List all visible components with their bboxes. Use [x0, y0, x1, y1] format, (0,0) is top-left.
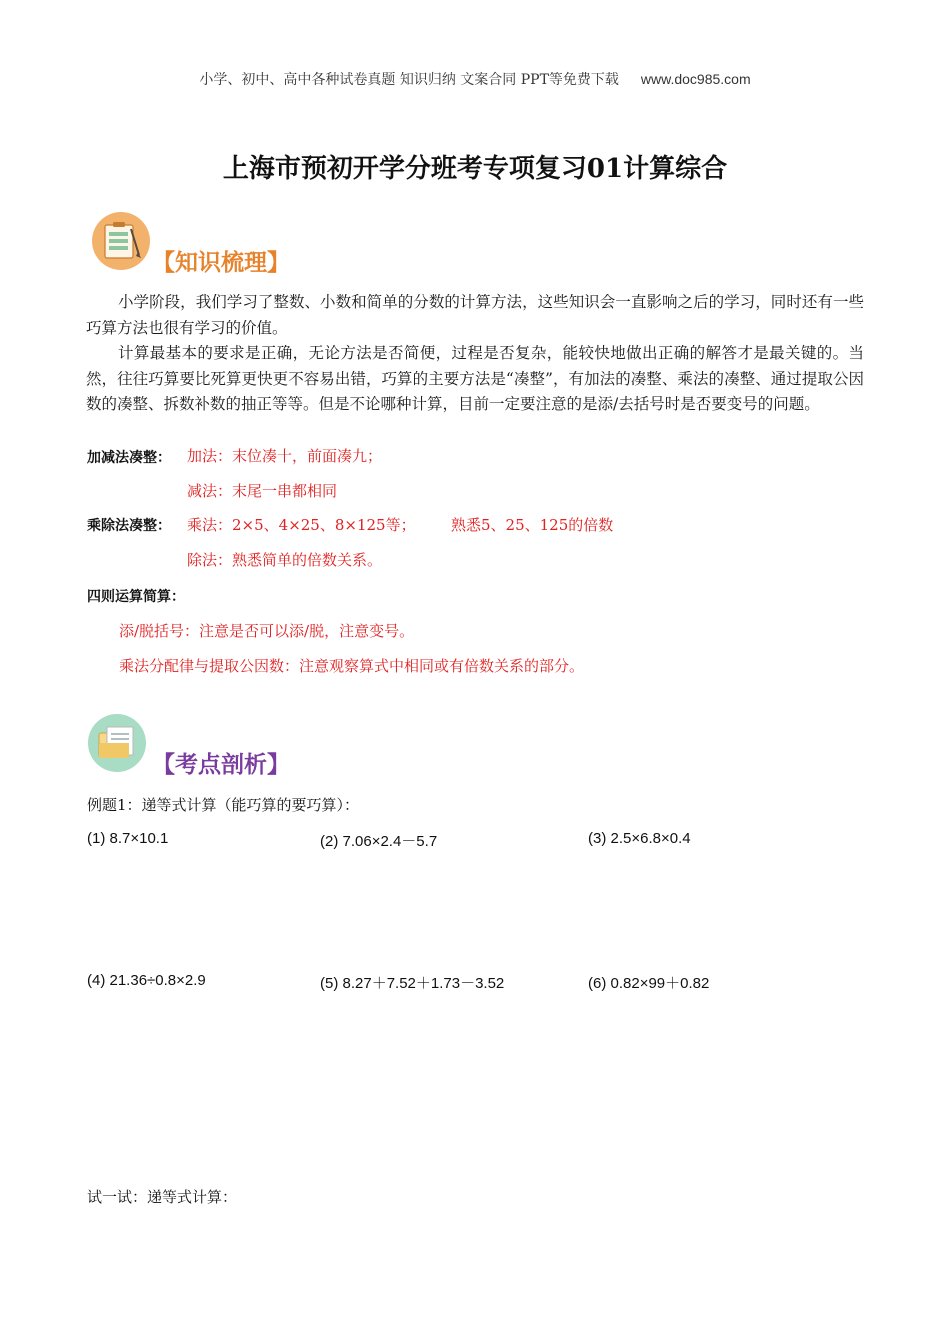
problem-4: (4) 21.36÷0.8×2.9	[87, 972, 206, 989]
four-ops-label: 四则运算简算：	[87, 589, 185, 605]
div-rule: 除法：熟悉简单的倍数关系。	[187, 551, 383, 569]
knowledge-paragraph-2: 计算最基本的要求是正确，无论方法是否简便，过程是否复杂，能较快地做出正确的解答才是最关键的。当然，往往巧算要比死算更快更不容易出错，巧算的主要方法是“凑整”，有加法的凑整、乘法的凑整、通过提取公因数的凑整、拆数补数的抽正等等。但是不论哪种计算，目前一定要注意的是添/去括号时是否要变号的问题。	[86, 344, 864, 413]
page-header	[0, 69, 950, 89]
problem-6: (6) 0.82×99＋0.82	[588, 975, 710, 992]
problem-2: (2) 7.06×2.4－5.7	[320, 833, 438, 850]
mul-rule: 乘法：2×5、4×25、8×125等；	[187, 516, 416, 534]
knowledge-paragraph-1: 小学阶段，我们学习了整数、小数和简单的分数的计算方法，这些知识会一直影响之后的学习，同时还有一些巧算方法也很有学习的价值。	[86, 293, 864, 337]
header-site[interactable]: www.doc985.com	[640, 71, 751, 87]
section-knowledge-title: 【知识梳理】	[152, 249, 290, 276]
add-rule: 加法：末位凑十，前面凑九；	[187, 447, 383, 465]
add-sub-label: 加减法凑整：	[87, 450, 171, 466]
distributive-rule: 乘法分配律与提取公因数：注意观察算式中相同或有倍数关系的部分。	[119, 657, 585, 675]
header-text: 小学、初中、高中各种试卷真题 知识归纳 文案合同 PPT等免费下载	[199, 72, 619, 88]
mul-div-label: 乘除法凑整：	[87, 518, 171, 534]
example1-label: 例题1：递等式计算（能巧算的要巧算）：	[87, 796, 360, 814]
sub-rule: 减法：末尾一串都相同	[187, 482, 338, 500]
section-analysis-title: 【考点剖析】	[152, 751, 290, 778]
page-title: 上海市预初开学分班考专项复习01计算综合	[222, 154, 728, 184]
problem-3: (3) 2.5×6.8×0.4	[588, 830, 691, 847]
mul-rule-multiples: 熟悉5、25、125的倍数	[451, 516, 614, 534]
bracket-rule: 添/脱括号：注意是否可以添/脱，注意变号。	[119, 622, 415, 640]
problem-5: (5) 8.27＋7.52＋1.73－3.52	[320, 975, 505, 992]
try-label: 试一试：递等式计算：	[87, 1188, 238, 1206]
folder-icon	[87, 713, 147, 777]
problem-1: (1) 8.7×10.1	[87, 830, 169, 847]
clipboard-icon	[91, 211, 151, 275]
